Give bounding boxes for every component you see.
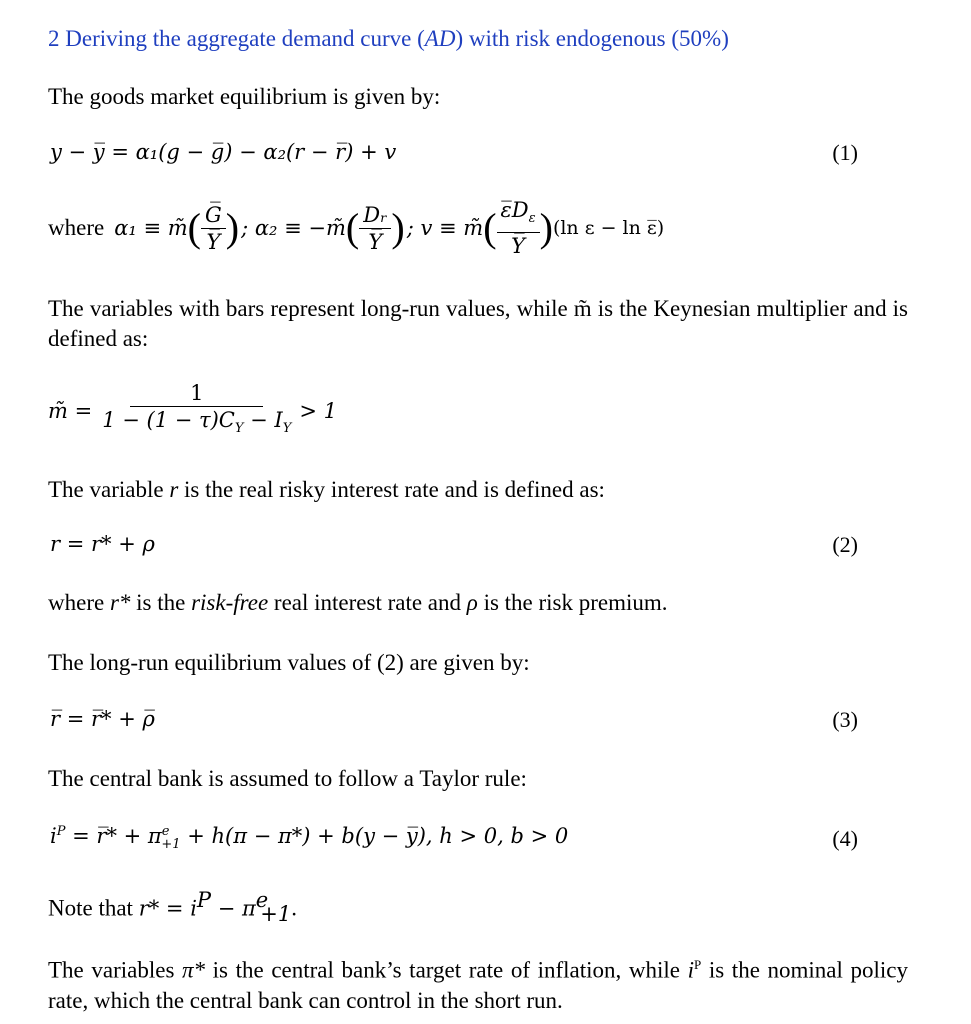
- paragraph-taylor: The central bank is assumed to follow a Taylor rule:: [48, 766, 527, 791]
- equation-4: $i^P$ = r̅* + $\pi^e_{+1} + h(\pi - \pi*) + b(y$ − y̅), h > 0, b > 0: [50, 824, 569, 853]
- paragraph-bars: The variables with bars represent long-run values, while m̃ is the Keynesian multiplier and is defined as:: [48, 296, 908, 351]
- heading-text-after: ) with risk endogenous (50%): [455, 26, 729, 51]
- risk-free-term: risk-free: [191, 590, 269, 615]
- equation-3: r̅ = r̅* + ρ̅: [50, 707, 155, 731]
- v-numerator: $\varepsilon̅D_\varepsilon$: [497, 197, 540, 233]
- var-i: i: [687, 957, 694, 983]
- paren-close: ): [225, 205, 240, 250]
- equation-2-number: (2): [832, 532, 858, 557]
- heading-text-before: Deriving the aggregate demand curve (: [65, 26, 425, 51]
- paragraph-note: Note that $r* = i^P - \pi^e_{+1}$.: [48, 888, 297, 927]
- paren-open: (: [483, 205, 497, 250]
- equation-1-number: (1): [832, 140, 858, 165]
- multiplier-fraction: [98, 380, 295, 442]
- where-label: where: [48, 215, 105, 240]
- v-fraction: [497, 197, 540, 259]
- multiplier-lhs: m̃ =: [48, 399, 93, 424]
- v-lhs: ; v ≡ m̃: [406, 216, 484, 240]
- var-pi-star: π*: [182, 957, 206, 983]
- multiplier-denominator: $1 - (1 - \tau)C_Y - I_Y$: [102, 408, 292, 437]
- equation-2: r = r* + ρ: [50, 532, 155, 556]
- alpha1-lhs: α₁ ≡ m̃: [114, 216, 188, 240]
- equation-1: y − y̅ = α₁(g − g̅) − α₂(r − r̅) + v: [50, 140, 397, 164]
- alpha1-fraction: [201, 202, 226, 255]
- multiplier-numerator: 1: [130, 380, 263, 407]
- paren-open: (: [187, 205, 201, 250]
- v-denominator: Y̅: [511, 234, 525, 259]
- v-log-term: (ln ε − ln ε̅): [552, 217, 665, 239]
- paragraph-final: The variables π* is the central bank’s target rate of inflation, while $i^P$ is the nominal policy rate, which the central bank can control in the short run.: [48, 957, 909, 1013]
- alpha1-denominator: Y̅: [206, 229, 221, 254]
- alpha1-numerator: G̅: [201, 202, 226, 229]
- paren-open: (: [345, 205, 360, 250]
- alpha2-lhs: ; α₂ ≡ −m̃: [241, 216, 346, 240]
- multiplier-equation: [48, 380, 337, 442]
- multiplier-rhs: > 1: [299, 399, 337, 424]
- heading-ad: AD: [424, 26, 456, 51]
- alpha2-numerator: Dᵣ: [359, 202, 391, 229]
- paragraph-r: The variable r is the real risky interest rate and is defined as:: [48, 477, 605, 502]
- var-rho: ρ: [466, 590, 478, 615]
- paragraph-goods-market: The goods market equilibrium is given by:: [48, 84, 441, 109]
- where-definitions: [48, 196, 664, 260]
- var-r: r: [169, 477, 179, 502]
- alpha2-denominator: Y̅: [368, 229, 383, 254]
- equation-4-number: (4): [832, 826, 858, 851]
- var-r-star: r*: [109, 590, 131, 615]
- equation-3-number: (3): [832, 707, 858, 732]
- section-heading: [48, 26, 729, 52]
- alpha2-fraction: [359, 202, 391, 255]
- paragraph-where-r: where r* is the risk-free real interest rate and ρ is the risk premium.: [48, 590, 668, 615]
- paren-close: ): [391, 205, 405, 250]
- paragraph-long-run: The long-run equilibrium values of (2) are given by:: [48, 650, 530, 675]
- paren-close: ): [539, 205, 553, 250]
- section-number: 2: [48, 26, 60, 51]
